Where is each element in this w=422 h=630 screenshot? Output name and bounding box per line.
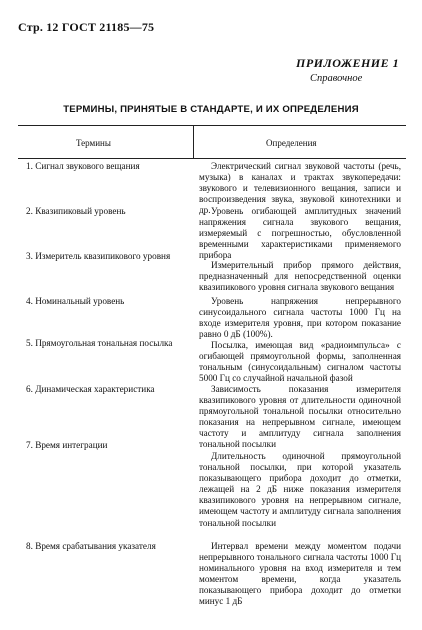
definition-8	[199, 541, 401, 608]
definition-1-text: Электрический сигнал звуковой частоты (речь, музыка) в каналах и трактах звукопередачи: звукового и телевизионного вещания, записи и воспроизведения звука, звуковой кинотехники и др.	[199, 161, 401, 216]
appendix-title: ПРИЛОЖЕНИЕ 1	[296, 56, 400, 70]
page-header: Стр. 12 ГОСТ 21185—75	[18, 20, 155, 34]
section-title: ТЕРМИНЫ, ПРИНЯТЫЕ В СТАНДАРТЕ, И ИХ ОПРЕДЕЛЕНИЯ	[63, 104, 359, 115]
definition-6-text: Зависимость показания измерителя квазипикового уровня от длительности одиночной прямоугольной тональной посылки относительно показания на непрерывном сигнале, имеющем частоту и амплитуду сигнала заполнения тональной посылки	[199, 384, 401, 450]
table-column-divider	[193, 126, 194, 159]
term-2: 2. Квазипиковый уровень	[26, 206, 126, 216]
term-8: 8. Время срабатывания указателя	[26, 541, 156, 551]
term-7: 7. Время интеграции	[26, 440, 108, 450]
definition-4-text: Уровень напряжения непрерывного синусоидального сигнала частоты 1000 Гц на входе измерителя уровня, при котором показание равно 0 дБ (100%).	[199, 296, 401, 340]
definition-2-text: Уровень огибающей амплитудных значений напряжения сигнала звукового вещания, измеряемый с погрешностью, обусловленной временными характеристиками применяемого прибора	[199, 206, 401, 261]
term-4: 4. Номинальный уровень	[26, 296, 125, 306]
table-top-rule	[18, 125, 406, 126]
appendix-subtitle: Справочное	[310, 73, 363, 84]
table-header-rule	[18, 158, 406, 159]
definition-6	[199, 384, 401, 451]
definition-3-text: Измерительный прибор прямого действия, предназначенный для непосредственной оценки квазипикового уровня сигнала звукового вещания	[199, 260, 401, 293]
column-header-terms: Термины	[76, 138, 111, 148]
column-header-definitions: Определения	[266, 138, 317, 148]
definition-5	[199, 340, 401, 384]
definition-7	[199, 451, 401, 529]
definition-5-text: Посылка, имеющая вид «радиоимпульса» с огибающей прямоугольной формы, заполненная тональным (синусоидальным) сигналом частоты 5000 Гц со случайной начальной фазой	[199, 340, 401, 384]
term-3: 3. Измеритель квазипикового уровня	[26, 251, 171, 261]
term-1: 1. Сигнал звукового вещания	[26, 161, 140, 171]
term-6: 6. Динамическая характеристика	[26, 384, 155, 394]
definition-3	[199, 260, 401, 293]
definition-2	[199, 206, 401, 261]
definition-8-text: Интервал времени между моментом подачи непрерывного тонального сигнала частоты 1000 Гц номинального уровня на вход измерителя и тем моментом времени, когда указатель показывающего прибора доходит до отметки минус 1 дБ	[199, 541, 401, 607]
term-5: 5. Прямоугольная тональная посылка	[26, 338, 173, 348]
definition-7-text: Длительность одиночной прямоугольной тональной посылки, при которой указатель показывающего прибора доходит до отметки, лежащей на 2 дБ ниже показания измерителя квазипикового уровня на непрерывном сигнале, имеющем частоту и амплитуду сигнала заполнения тональной посылки	[199, 451, 401, 528]
definition-4	[199, 296, 401, 340]
